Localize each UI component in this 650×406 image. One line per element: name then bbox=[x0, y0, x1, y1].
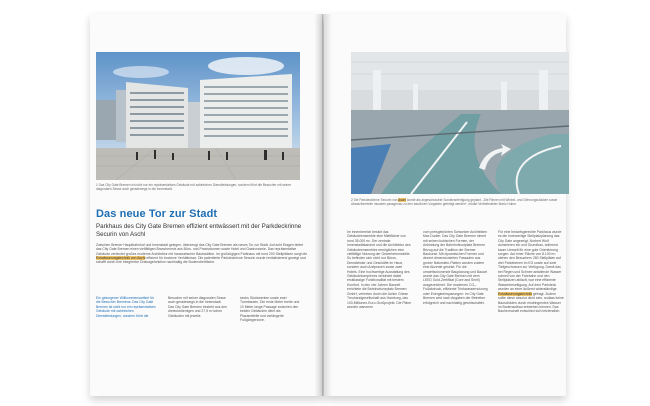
intro-highlight: Entwässerungstechnik von Aschl bbox=[96, 255, 146, 260]
text-column-2: Besucher mit seiner diagonalen Sesse auch geradewegs in die Innenstadt. Das City Gate Bremen besteht aus den dreiecksförmigen und 27,5 m hohen Gebäuden mit jeweils bbox=[168, 296, 227, 318]
caption-highlight: Aschl bbox=[398, 198, 406, 202]
column-text-end: gefragt. Zudem sollte diese absolut dicht sein, sodass keine Bauschäden durch eindringendes Wasser im Bodenaufbau entstehen können. Das Bauherrschaft entschied sich letztendlich bbox=[498, 291, 564, 314]
article-subtitle: Parkhaus des City Gate Bremen effizient entwässert mit der Parkdeckrinne Securin von Aschl bbox=[96, 223, 302, 238]
right-text-column-1: Im Innenbereich besitzt das Gebäudeensemble eine Mietfläche von rund 35.000 m². Der zentrale Innenstadtstandort und die Architektur des Gebäudeensembles ermöglichen eine vielfältige Nutzung der Gewerbeimmobilie. So befinden sich nicht nur Büros, Dienstleister und Geschäfte im Haus, sondern auch Arztpraxen sowie zwei Hotels. Eine hochwertige Ausstattung des Gebäudekomplexes verbindet dabei erstklassige Funktionalität mit bestem Komfort. In den vier Jahren Bauzeit errichtete die Bahnhofsvorplatz Bremen GmbH, vertreten durch die Achim Griese Treuhandgesellschaft aus Hamburg, das 100-Millionen-Euro-Großprojekt. Die Pläne wurden warumen bbox=[347, 230, 412, 309]
column-highlight: Entwässerungstechnik bbox=[498, 291, 532, 296]
city-gate-photo bbox=[96, 52, 300, 180]
intro-paragraph bbox=[96, 243, 308, 264]
right-text-column-3 bbox=[498, 230, 564, 314]
article-title: Das neue Tor zur Stadt bbox=[96, 208, 218, 220]
intro-text: Zwischen Bremer Hauptbahnhof und Innenstadt gelegen, überzeugt das City Gate Bremen als neues Tor zur Stadt. Auf acht Etagen bietet das City Gate Bremen einen vielfältigen Branchenmix aus Büro- und Praxisräumen sowie Hotel und Gastronomie. Das repräsentative Gebäude verbindet großes moderne Architektur mit hanseatischer Bautradition. Im großzügigen Parkhaus mit rund 200 Stellplätzen sorgt die bbox=[96, 243, 308, 256]
column-text: Für eine bedarfsgerechte Parkhaus wurde es die hochwertige Stellplatzplanung das City Gate angezeigt. Norbert Wolf dominieren ein und Grundbau, während kaum Umwelt für eine gute Orientierung sorgen. Auf einer Fläche von 8.100 m² stehen den Besuchern 280 Stellplätze auf drei Parkebenen im EG sowie auf zwei Tiefgeschossen zur Verfügung. Damit das bei Regen und Schnee anfallende Wasser schnell von der Fahrbahn und den Stellplatzen abläuft, war eine effiziente Wasserbeseitigung. Auf dem Parkdeck wurden an einer äußerst widerständige bbox=[498, 230, 562, 292]
photo-caption: 1 Das City Gate Bremen ist nicht nur ein repräsentatives Gebäude mit zahlreichen Dienstleistungen, sondern führt die Besucher mit seiner diagonalen Sesse auch geradewegs in die Innenstadt. bbox=[96, 183, 292, 192]
photo-caption-right bbox=[351, 198, 571, 206]
caption-text: 2 Die Parkdeckrinne Securin von bbox=[351, 198, 398, 202]
text-column-1: Ein gelungener Willkommensartikel für die Besucher Bremens: Das City Gate Bremen ist nicht nur ein repräsentatives Gebäude mit zahlreichen Dienstleistungen, sondern führt die bbox=[96, 296, 156, 318]
caption-text-end: wurde als angeschraubte Sonderanfertigung geplant. „Die Rinnen mit Winkel- und Gehrungsstücken sowie Absatzformteile mussten passgenau zu den baulichen Vorgaben gefertigt werden“, erklärt Vertriebsleiter Mario Huber. bbox=[351, 198, 558, 207]
right-text-column-2: vom preisgekrönten Schweizer Architekten Max Dudler. Das City Gate Bremen nimmt mit seinen kubischen Formen, der Anbindung der Bahnhofsvorplatz Bremen Bezug auf die Tradition der Bremer Baukunst. Mit dynamischen Formen und dezent dimensionierten Fassaden aus grober Naturstein-Platten wurden zudem eine Akzente gesetzt. Für die umweltschonende Bauplanung und Bauart wurde das City Gate Bremen mit dem LEED Gold-Zertifikat (Core and Shell) ausgezeichnet. Die modernen CO₂-Fußabdruck, effiziente Trinkwassernutzung oder Energieeinsparungen: Im City Gate Bremen wird nach Angaben der Betreiber erfolgreich und nachhaltig gewirtschaftet. bbox=[423, 230, 488, 305]
text-column-3: sechs Stockwerken sowie zwei Turmbauten. Die erste Meter breite und 10 Meter lange Passage zwischen den beiden Gebäuden dient als Plazamittelle und verlängerte Fußgängerzone. bbox=[240, 296, 300, 323]
page-gutter bbox=[314, 14, 332, 396]
parking-garage-photo bbox=[351, 52, 569, 194]
intro-text-end: effizient für trockene Verhältnisse. Die patentierte Parkdeckrinne Securin wurde revitalisierend gezeigt und schafft durch ihre integrierter Drainagefunktion nachhaltig die Bodenoberfläche. bbox=[96, 255, 306, 265]
